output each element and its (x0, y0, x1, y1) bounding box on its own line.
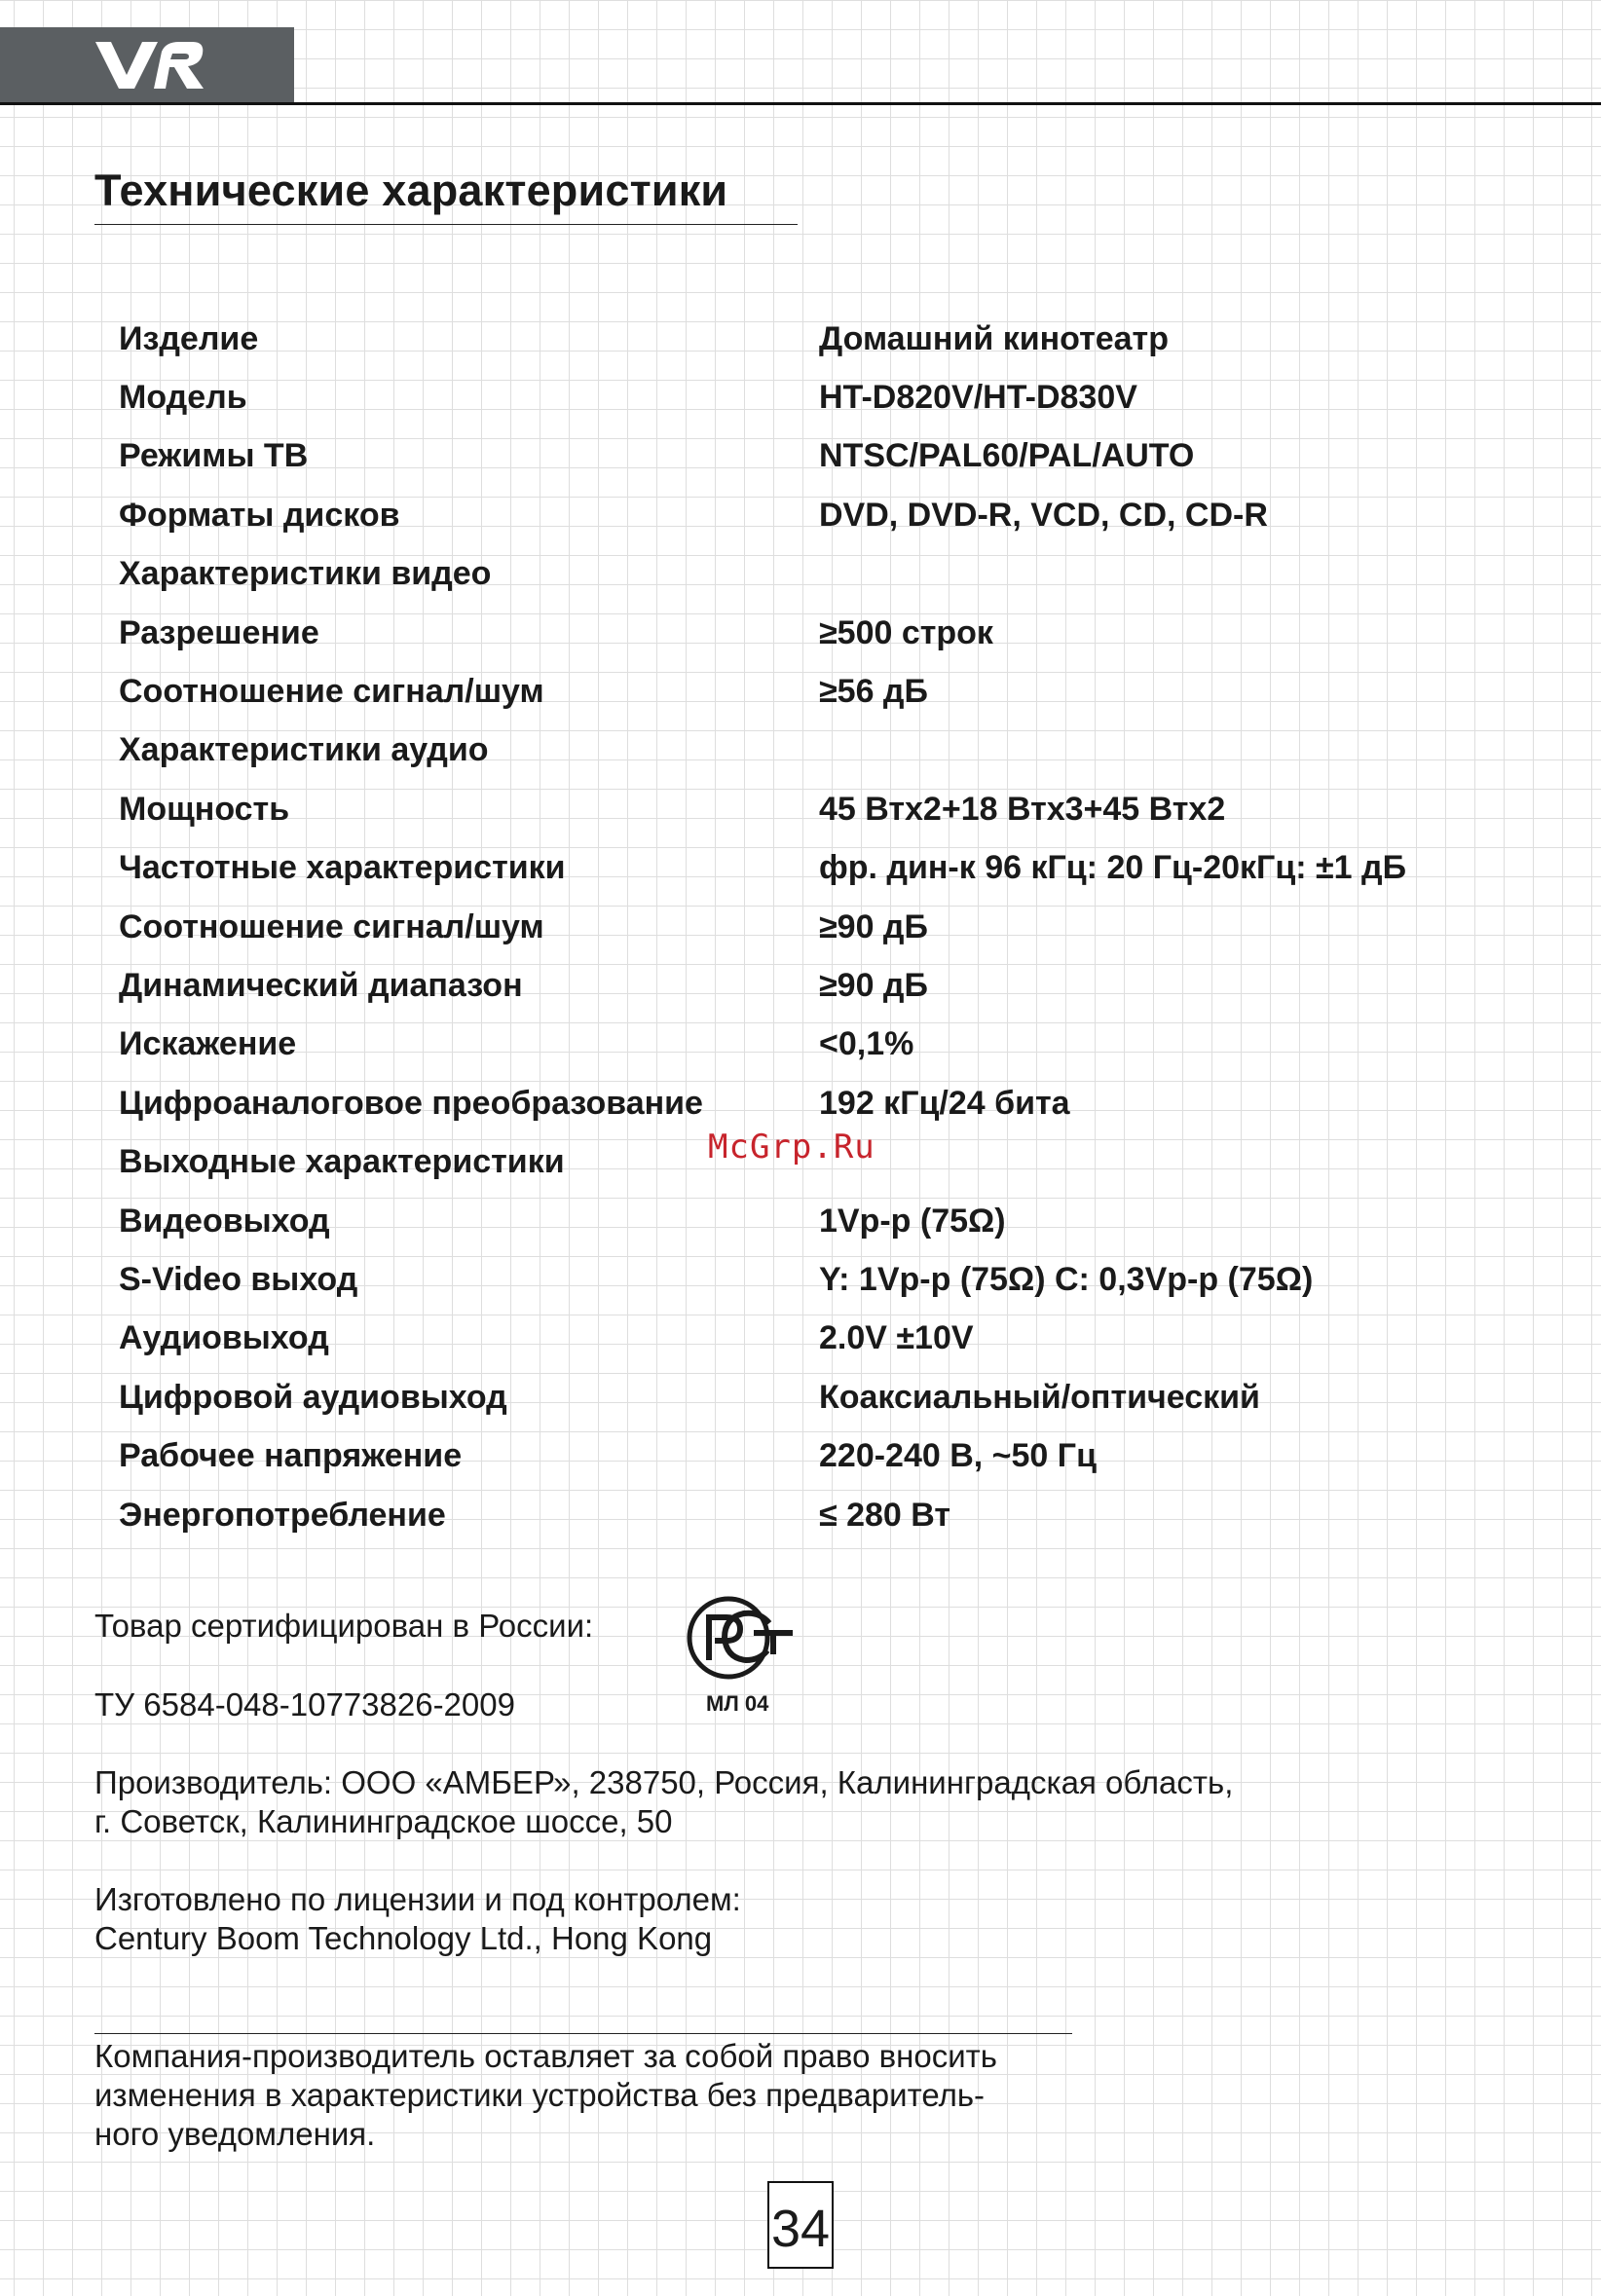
spec-label: Искажение (119, 1025, 297, 1063)
certification-mark-code: МЛ 04 (706, 1691, 769, 1716)
spec-label: Характеристики аудио (119, 731, 489, 769)
header-divider (0, 102, 1601, 105)
spec-value: Домашний кинотеатр (819, 319, 1169, 357)
spec-row (119, 1250, 1406, 1309)
spec-value: 220-240 В, ~50 Гц (819, 1437, 1097, 1475)
spec-label: S-Video выход (119, 1260, 358, 1298)
spec-row (119, 1074, 1406, 1132)
spec-value: 192 кГц/24 бита (819, 1084, 1070, 1122)
spec-label: Характеристики видео (119, 555, 492, 593)
spec-row (119, 898, 1406, 956)
spec-label: Разрешение (119, 613, 319, 651)
license-line-2: Century Boom Technology Ltd., Hong Kong (94, 1920, 713, 1956)
spec-row (119, 839, 1406, 898)
spec-label: Модель (119, 379, 247, 417)
spec-row (119, 1192, 1406, 1250)
spec-label: Соотношение сигнал/шум (119, 673, 544, 711)
spec-value: <0,1% (819, 1025, 914, 1063)
spec-row (119, 956, 1406, 1015)
spec-row (119, 1016, 1406, 1074)
spec-value: ≥500 строк (819, 613, 993, 651)
watermark: McGrp.Ru (708, 1128, 875, 1167)
spec-table (119, 310, 1406, 1544)
spec-row (119, 780, 1406, 838)
spec-value: Y: 1Vp-p (75Ω) C: 0,3Vp-p (75Ω) (819, 1260, 1314, 1298)
vr-logo-icon (92, 38, 206, 93)
spec-value: ≥90 дБ (819, 907, 928, 945)
spec-label: Рабочее напряжение (119, 1437, 463, 1475)
spec-label: Форматы дисков (119, 496, 400, 534)
spec-label: Видеовыход (119, 1202, 330, 1240)
title-underline (94, 224, 798, 225)
spec-row (119, 368, 1406, 426)
page-title: Технические характеристики (94, 166, 728, 215)
spec-value: ≥56 дБ (819, 673, 928, 711)
spec-row (119, 1426, 1406, 1485)
disclaimer-line-2: изменения в характеристики устройства без предваритель- (94, 2077, 986, 2113)
brand-logo (0, 27, 294, 102)
certification-standard: ТУ 6584-048-10773826-2009 (94, 1686, 515, 1722)
spec-label: Соотношение сигнал/шум (119, 907, 544, 945)
spec-label: Режимы ТВ (119, 437, 309, 475)
spec-label: Мощность (119, 790, 290, 828)
spec-label: Динамический диапазон (119, 966, 523, 1004)
spec-value: DVD, DVD-R, VCD, CD, CD-R (819, 496, 1268, 534)
disclaimer-line-3: ного уведомления. (94, 2116, 376, 2152)
spec-row (119, 662, 1406, 721)
license-line-1: Изготовлено по лицензии и под контролем: (94, 1881, 741, 1917)
spec-value: 45 Втх2+18 Втх3+45 Втх2 (819, 790, 1226, 828)
spec-row (119, 1310, 1406, 1368)
spec-value: ≥90 дБ (819, 966, 928, 1004)
spec-value: NTSC/PAL60/PAL/AUTO (819, 437, 1195, 475)
spec-row (119, 722, 1406, 780)
spec-value: фр. дин-к 96 кГц: 20 Гц-20кГц: ±1 дБ (819, 849, 1407, 887)
spec-value: HT-D820V/HT-D830V (819, 379, 1137, 417)
spec-label: Выходные характеристики (119, 1143, 565, 1181)
disclaimer-line-1: Компания-производитель оставляет за собой право вносить (94, 2038, 997, 2074)
certification-text: Товар сертифицирован в России: (94, 1608, 594, 1644)
manufacturer-line-2: г. Советск, Калининградское шоссе, 50 (94, 1803, 673, 1839)
spec-row (119, 427, 1406, 486)
footer-divider (94, 2033, 1072, 2034)
manufacturer-line-1: Производитель: ООО «АМБЕР», 238750, Россия, Калининградская область, (94, 1764, 1234, 1800)
rst-certification-icon (686, 1594, 799, 1682)
spec-value: 1Vp-p (75Ω) (819, 1202, 1006, 1240)
spec-value: ≤ 280 Вт (819, 1496, 951, 1534)
spec-label: Аудиовыход (119, 1319, 329, 1357)
spec-label: Цифроаналоговое преобразование (119, 1084, 703, 1122)
page-number: 34 (767, 2181, 834, 2269)
spec-row (119, 310, 1406, 368)
spec-row (119, 486, 1406, 544)
spec-value: 2.0V ±10V (819, 1319, 974, 1357)
spec-value: Коаксиальный/оптический (819, 1378, 1260, 1416)
spec-row (119, 545, 1406, 604)
spec-row (119, 604, 1406, 662)
spec-row (119, 1368, 1406, 1426)
spec-label: Цифровой аудиовыход (119, 1378, 507, 1416)
spec-row (119, 1486, 1406, 1544)
spec-label: Энергопотребление (119, 1496, 446, 1534)
spec-label: Частотные характеристики (119, 849, 566, 887)
spec-label: Изделие (119, 319, 259, 357)
